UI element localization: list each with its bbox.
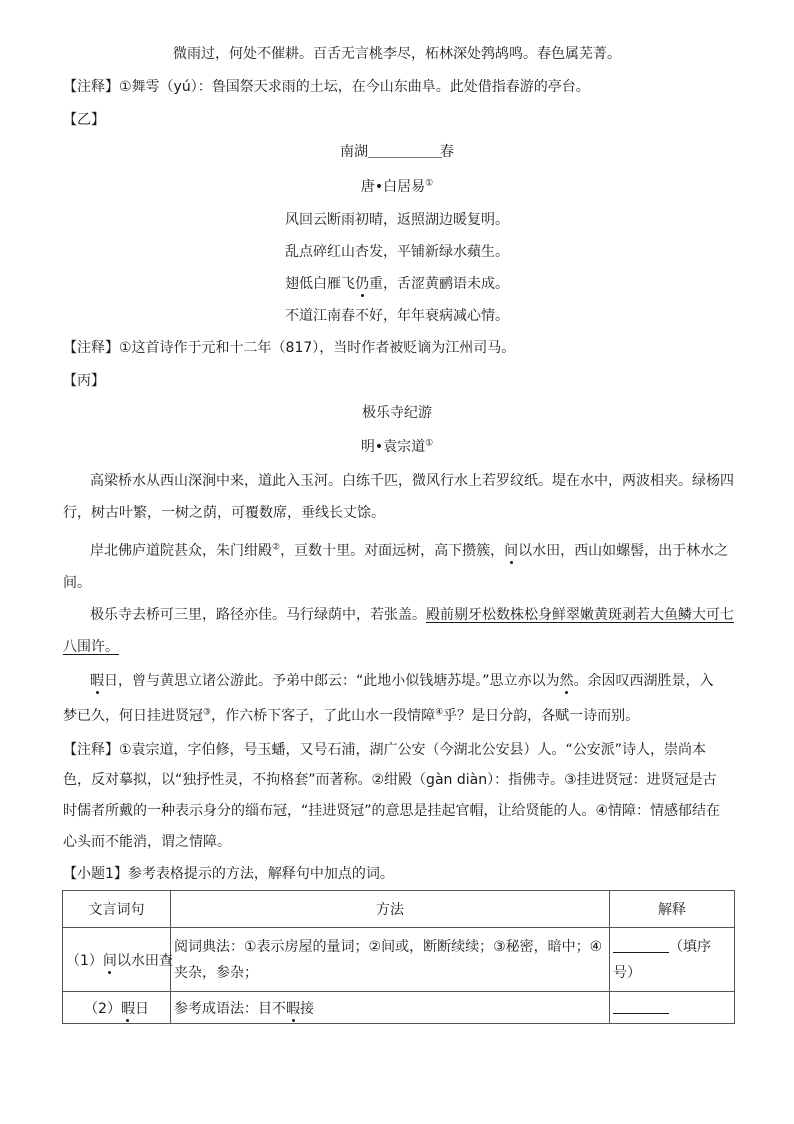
title-text: 南湖 [340,144,368,160]
table-header: 文言词句 [63,891,171,928]
note-bing: 心头而不能消，谓之情障。 [63,834,231,850]
note-bing: 时儒者所戴的一种表示身分的缁布冠，“挂进贤冠”的意思是挂起官帽，让给贤能的人。④情障：情感郁结在 [63,803,721,819]
footnote-mark: ③ [203,707,212,718]
title-end: 春 [440,144,454,160]
answer-cell [610,992,735,1024]
poem-line-part: 翅低白雁飞 [285,276,355,292]
table-row [63,928,735,992]
essay-paragraph-1: 高梁桥水从西山深涧中来，道此入玉河。白练千匹，微风行水上若罗纹纸。堤在水中，两波相夹。绿杨四 [90,473,734,489]
text: 接 [300,1000,314,1017]
text: 梦已久，何日挂进贤冠 [63,708,203,724]
poem-author-yi [0,177,794,197]
table-header: 方法 [171,891,610,928]
answer-blank[interactable] [613,938,669,953]
author-name: 唐•白居易 [360,179,426,195]
note-jia: 【注释】①舞雩（yú）：鲁国祭天求雨的土坛，在今山东曲阜。此处借指春游的亭台。 [63,79,590,95]
table-header: 解释 [610,891,735,928]
poem-line: 乱点碎红山杏发，平铺新绿水蘋生。 [285,244,509,260]
text: ，作六桥下客子，了此山水一段情障 [211,708,436,724]
essay-paragraph-3-cont [63,637,119,657]
table-row [63,992,735,1024]
text: 乎？是日分韵，各赋一诗而别。 [443,708,640,724]
phrase-cell [63,992,171,1024]
poem-jia-line: 微雨过，何处不催耕。百舌无言桃李尽，柘林深处鹁鸪鸣。春色属芜菁。 [173,46,621,62]
note-bing: 【注释】①袁宗道，字伯修，号玉蟠，又号石浦，湖广公安（今湖北公安县）人。“公安派”诗人，崇尚本 [63,742,707,758]
section-label-yi: 【乙】 [63,112,105,128]
essay-paragraph-2-cont: 间。 [63,575,91,591]
dotted-word: 间 [504,543,519,559]
essay-author [0,437,794,457]
footnote-mark: ④ [435,707,444,718]
question-prompt: 【小题1】参考表格提示的方法，解释句中加点的词。 [63,866,394,882]
dotted-word: 仍 [355,276,369,292]
text: 以水田，西山如螺髻，出于林水之 [518,543,729,559]
text: 。余因叹西湖胜景，入 [573,673,714,689]
dotted-word: 暇 [90,673,104,689]
poem-line: 风回云断雨初晴，返照湖边暖复明。 [285,212,509,228]
dotted-word: 然 [559,673,574,689]
dotted-word: 暇 [286,1000,300,1017]
answer-hint: （填序号） [613,938,711,981]
note-bing: 色，反对摹拟，以“独抒性灵，不拘格套”而著称。②绀殿（gàn diàn）：指佛寺。③挂进贤冠：进贤冠是古 [63,772,717,788]
text: 岸北佛庐道院甚众，朱门绀殿 [90,543,272,559]
text: 日，曾与黄思立诸公游此。予弟中郎云：“此地小似钱塘苏堤。”思立亦以为 [104,673,560,689]
dotted-word: 间 [102,952,117,969]
answer-cell [610,928,735,992]
poem-line [0,274,794,294]
essay-paragraph-4-cont [63,706,639,726]
title-blank: ＿＿＿＿＿＿ [368,144,440,160]
item-number: （1） [66,952,103,969]
method-cell: 阅词典法：①表示房屋的量词；②间或，断断续续；③秘密，暗中；④夹杂，参杂； [171,928,610,992]
table-header-row [63,891,735,928]
author-name: 明•袁宗道 [360,439,426,455]
question-table [62,890,735,1024]
underlined-sentence: 八围许。 [63,639,119,655]
answer-blank[interactable] [613,999,669,1014]
method-cell [171,992,610,1024]
text: 参考成语法：目不 [174,1000,286,1017]
item-number: （2） [84,1000,121,1017]
note-yi: 【注释】①这首诗作于元和十二年（817），当时作者被贬谪为江州司马。 [63,340,516,356]
text: 以水田查 [116,952,173,969]
poem-title-yi [0,142,794,162]
essay-paragraph-3 [90,605,734,625]
dotted-word: 暇 [120,1000,135,1017]
text: ，亘数十里。对面远树，高下攒簇， [280,543,505,559]
essay-paragraph-1-cont: 行，树古叶繁，一树之荫，可覆数席，垂线长丈馀。 [63,505,385,521]
text: 日 [134,1000,149,1017]
footnote-mark: ② [272,542,281,553]
section-label-bing: 【丙】 [63,373,105,389]
poem-line: 不道江南春不好，年年衰病减心情。 [285,308,509,324]
poem-line-part: 重，舌涩黄鹂语未成。 [369,276,509,292]
essay-paragraph-4 [90,671,714,691]
underlined-sentence: 殿前剔牙松数株松身鲜翠嫩黄斑剥若大鱼鳞大可七 [426,607,734,623]
footnote-mark: ① [425,178,434,189]
essay-title: 极乐寺纪游 [362,405,432,421]
essay-paragraph-2 [90,541,728,561]
footnote-mark: ① [425,438,434,449]
phrase-cell [63,928,171,992]
text: 极乐寺去桥可三里，路径亦佳。马行绿荫中，若张盖。 [90,607,426,623]
